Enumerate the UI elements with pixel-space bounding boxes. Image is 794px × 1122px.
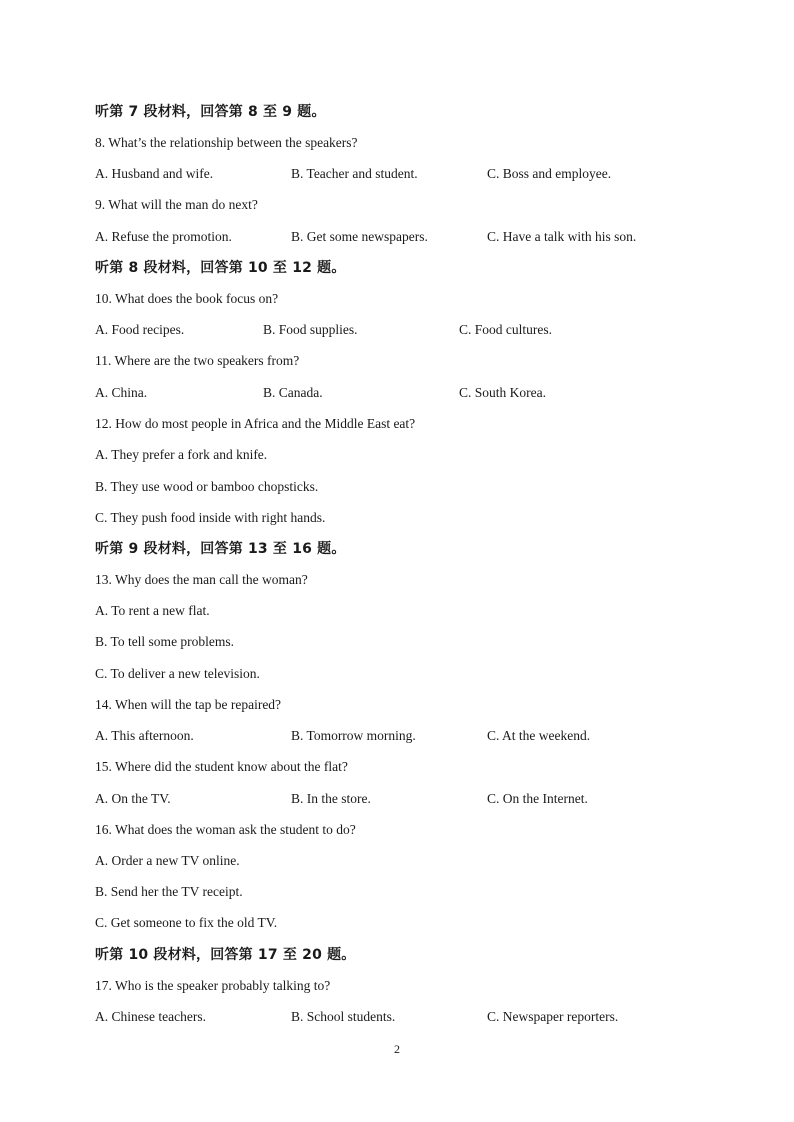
option-b: B. Food supplies. xyxy=(263,322,358,337)
option-c: C. Food cultures. xyxy=(459,322,552,337)
option-c: C. Newspaper reporters. xyxy=(487,1009,619,1024)
option-a: A. Food recipes. xyxy=(95,322,185,337)
question-15-options xyxy=(0,790,794,808)
question-9-options xyxy=(0,228,794,246)
option-a: A. Chinese teachers. xyxy=(95,1009,206,1024)
option-b: B. In the store. xyxy=(291,791,371,806)
option-b: B. Get some newspapers. xyxy=(291,229,428,244)
section-heading: 听第 7 段材料，回答第 8 至 9 题。 xyxy=(95,104,326,120)
option-a: A. To rent a new flat. xyxy=(95,603,210,618)
section-heading: 听第 9 段材料，回答第 13 至 16 题。 xyxy=(95,541,346,557)
question-15: 15. Where did the student know about the flat? xyxy=(95,759,348,774)
option-a: A. China. xyxy=(95,385,148,400)
option-b: B. Send her the TV receipt. xyxy=(95,884,243,899)
question-16: 16. What does the woman ask the student to do? xyxy=(95,822,356,837)
section-heading: 听第 8 段材料，回答第 10 至 12 题。 xyxy=(95,260,346,276)
option-c: C. Have a talk with his son. xyxy=(487,229,637,244)
option-a: A. Husband and wife. xyxy=(95,166,214,181)
option-a: A. They prefer a fork and knife. xyxy=(95,447,268,462)
option-c: C. Get someone to fix the old TV. xyxy=(95,915,278,930)
question-14-options xyxy=(0,727,794,745)
option-a: A. Refuse the promotion. xyxy=(95,229,232,244)
option-a: A. On the TV. xyxy=(95,791,171,806)
question-11: 11. Where are the two speakers from? xyxy=(95,353,300,368)
question-10-options xyxy=(0,321,794,339)
question-9: 9. What will the man do next? xyxy=(95,197,258,212)
option-c: C. Boss and employee. xyxy=(487,166,612,181)
option-b: B. They use wood or bamboo chopsticks. xyxy=(95,479,319,494)
option-c: C. They push food inside with right hands. xyxy=(95,510,326,525)
question-11-options xyxy=(0,384,794,402)
option-c: C. On the Internet. xyxy=(487,791,588,806)
question-12: 12. How do most people in Africa and the Middle East eat? xyxy=(95,416,416,431)
option-b: B. Tomorrow morning. xyxy=(291,728,416,743)
option-c: C. To deliver a new television. xyxy=(95,666,260,681)
question-8: 8. What’s the relationship between the speakers? xyxy=(95,135,358,150)
question-8-options xyxy=(0,165,794,183)
page-number: 2 xyxy=(394,1042,400,1056)
question-13: 13. Why does the man call the woman? xyxy=(95,572,308,587)
option-c: C. At the weekend. xyxy=(487,728,591,743)
section-heading: 听第 10 段材料，回答第 17 至 20 题。 xyxy=(95,947,356,963)
option-a: A. This afternoon. xyxy=(95,728,194,743)
option-b: B. Teacher and student. xyxy=(291,166,418,181)
option-b: B. School students. xyxy=(291,1009,396,1024)
option-c: C. South Korea. xyxy=(459,385,546,400)
question-17: 17. Who is the speaker probably talking to? xyxy=(95,978,331,993)
question-14: 14. When will the tap be repaired? xyxy=(95,697,282,712)
question-17-options xyxy=(0,1008,794,1026)
option-b: B. Canada. xyxy=(263,385,323,400)
option-b: B. To tell some problems. xyxy=(95,634,235,649)
option-a: A. Order a new TV online. xyxy=(95,853,240,868)
question-10: 10. What does the book focus on? xyxy=(95,291,279,306)
